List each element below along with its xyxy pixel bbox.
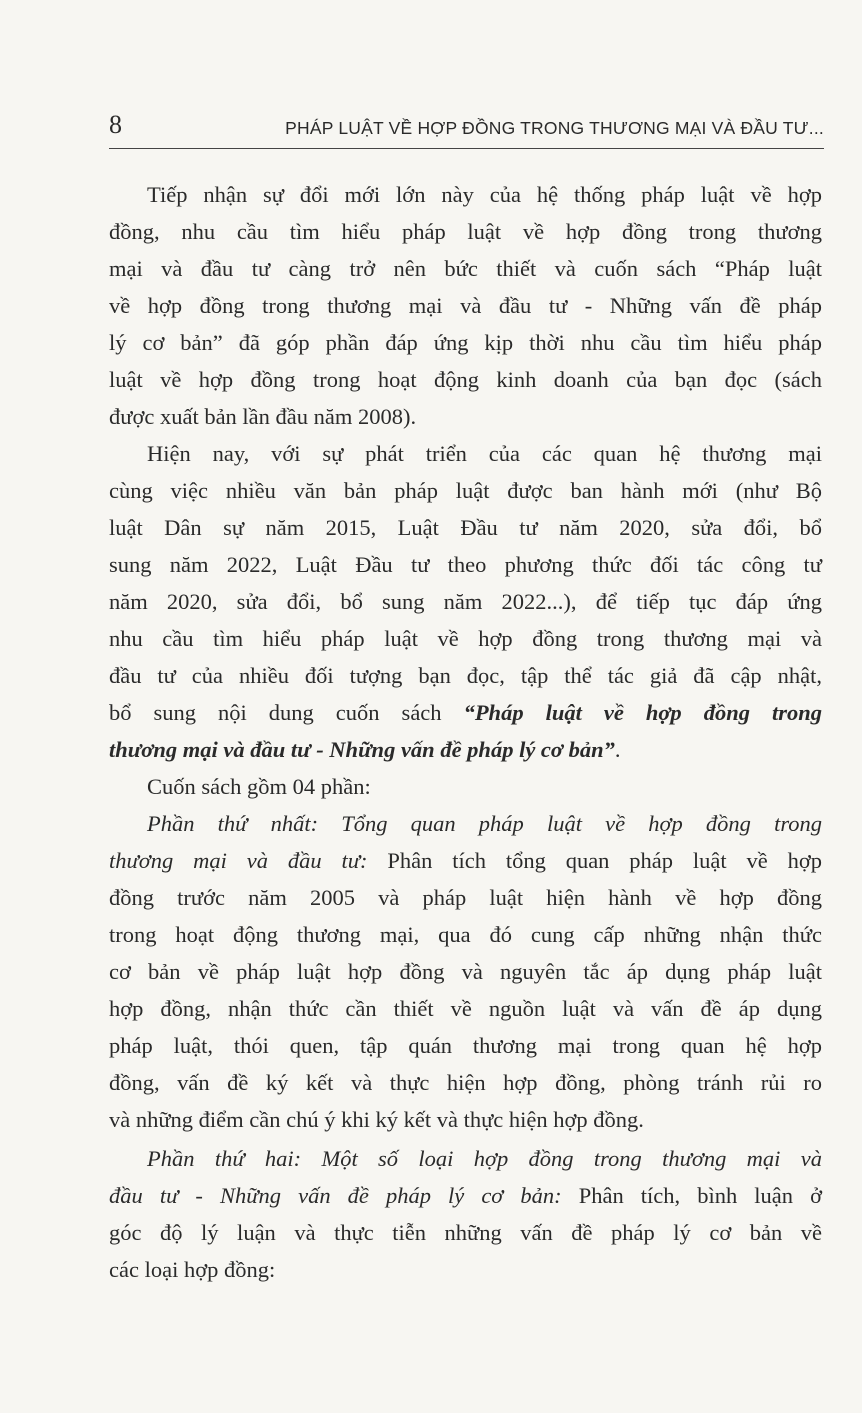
text-line — [109, 176, 822, 213]
text-line — [109, 805, 822, 842]
text-run: Hiện nay, với sự phát triển của các quan hệ thương mại — [147, 441, 822, 466]
text-line — [109, 398, 822, 435]
text-run: cơ bản về pháp luật hợp đồng và nguyên tắc áp dụng pháp luật — [109, 959, 822, 984]
text-line — [109, 1101, 822, 1138]
emphasis-text: thương mại và đầu tư - Những vấn đề pháp lý cơ bản” — [109, 737, 615, 762]
text-line — [109, 1214, 822, 1251]
text-run: được xuất bản lần đầu năm 2008). — [109, 404, 417, 429]
text-run: và những điểm cần chú ý khi ký kết và thực hiện hợp đồng. — [109, 1107, 644, 1132]
text-line — [109, 509, 822, 546]
text-run: Cuốn sách gồm 04 phần: — [147, 774, 371, 799]
text-line — [109, 1251, 822, 1288]
paragraph — [109, 435, 822, 768]
text-run: Phân tích, bình luận ở — [578, 1183, 822, 1208]
text-line — [109, 694, 822, 731]
emphasis-text: “Pháp luật về hợp đồng trong — [463, 700, 822, 725]
paragraph — [109, 768, 822, 805]
text-run: luật về hợp đồng trong hoạt động kinh doanh của bạn đọc (sách — [109, 367, 822, 392]
text-line — [109, 583, 822, 620]
text-run: trong hoạt động thương mại, qua đó cung cấp những nhận thức — [109, 922, 822, 947]
text-line — [109, 916, 822, 953]
running-title: PHÁP LUẬT VỀ HỢP ĐỒNG TRONG THƯƠNG MẠI VÀ ĐẦU TƯ... — [285, 118, 824, 138]
text-run: hợp đồng, nhận thức cần thiết về nguồn luật và vấn đề áp dụng — [109, 996, 822, 1021]
text-run: . — [614, 737, 621, 762]
text-line — [109, 287, 822, 324]
text-run: góc độ lý luận và thực tiễn những vấn đề pháp lý cơ bản về — [109, 1220, 822, 1245]
text-line — [109, 731, 822, 768]
emphasis-text: Phần thứ nhất: Tổng quan pháp luật về hợp đồng trong — [147, 811, 822, 836]
text-run: đồng, vấn đề ký kết và thực hiện hợp đồng, phòng tránh rủi ro — [109, 1070, 822, 1095]
text-line — [109, 768, 822, 805]
text-run: Tiếp nhận sự đổi mới lớn này của hệ thống pháp luật về hợp — [147, 182, 822, 207]
text-run: về hợp đồng trong thương mại và đầu tư - Những vấn đề pháp — [109, 293, 822, 318]
text-line — [109, 1027, 822, 1064]
paragraph — [109, 1140, 822, 1288]
text-line — [109, 435, 822, 472]
text-run: luật Dân sự năm 2015, Luật Đầu tư năm 2020, sửa đổi, bổ — [109, 515, 822, 540]
text-run: các loại hợp đồng: — [109, 1257, 276, 1282]
emphasis-text: Phần thứ hai: Một số loại hợp đồng trong thương mại và — [147, 1146, 822, 1171]
text-line — [109, 842, 822, 879]
text-line — [109, 1177, 822, 1214]
emphasis-text: thương mại và đầu tư: — [109, 848, 388, 873]
text-line — [109, 879, 822, 916]
text-run: cùng việc nhiều văn bản pháp luật được ban hành mới (như Bộ — [109, 478, 822, 503]
text-line — [109, 1140, 822, 1177]
paragraph — [109, 805, 822, 1138]
text-run: năm 2020, sửa đổi, bổ sung năm 2022...), để tiếp tục đáp ứng — [109, 589, 822, 614]
text-line — [109, 472, 822, 509]
emphasis-text: đầu tư - Những vấn đề pháp lý cơ bản: — [109, 1183, 579, 1208]
text-line — [109, 953, 822, 990]
text-run: đồng, nhu cầu tìm hiểu pháp luật về hợp đồng trong thương — [109, 219, 822, 244]
paragraph — [109, 176, 822, 435]
text-run: sung năm 2022, Luật Đầu tư theo phương thức đối tác công tư — [109, 552, 822, 577]
page-number: 8 — [109, 110, 122, 139]
text-run: bổ sung nội dung cuốn sách — [109, 700, 464, 725]
text-line — [109, 361, 822, 398]
text-line — [109, 1064, 822, 1101]
running-header — [109, 110, 824, 149]
text-line — [109, 324, 822, 361]
text-line — [109, 213, 822, 250]
text-run: đầu tư của nhiều đối tượng bạn đọc, tập thể tác giả đã cập nhật, — [109, 663, 822, 688]
text-run: mại và đầu tư càng trở nên bức thiết và cuốn sách “Pháp luật — [109, 256, 822, 281]
text-run: pháp luật, thói quen, tập quán thương mại trong quan hệ hợp — [109, 1033, 822, 1058]
text-run: lý cơ bản” đã góp phần đáp ứng kịp thời nhu cầu tìm hiểu pháp — [109, 330, 822, 355]
text-run: nhu cầu tìm hiểu pháp luật về hợp đồng trong thương mại và — [109, 626, 822, 651]
text-line — [109, 546, 822, 583]
text-line — [109, 657, 822, 694]
text-line — [109, 990, 822, 1027]
text-line — [109, 250, 822, 287]
text-line — [109, 620, 822, 657]
text-run: đồng trước năm 2005 và pháp luật hiện hành về hợp đồng — [109, 885, 822, 910]
body-text — [109, 176, 822, 1288]
text-run: Phân tích tổng quan pháp luật về hợp — [387, 848, 822, 873]
